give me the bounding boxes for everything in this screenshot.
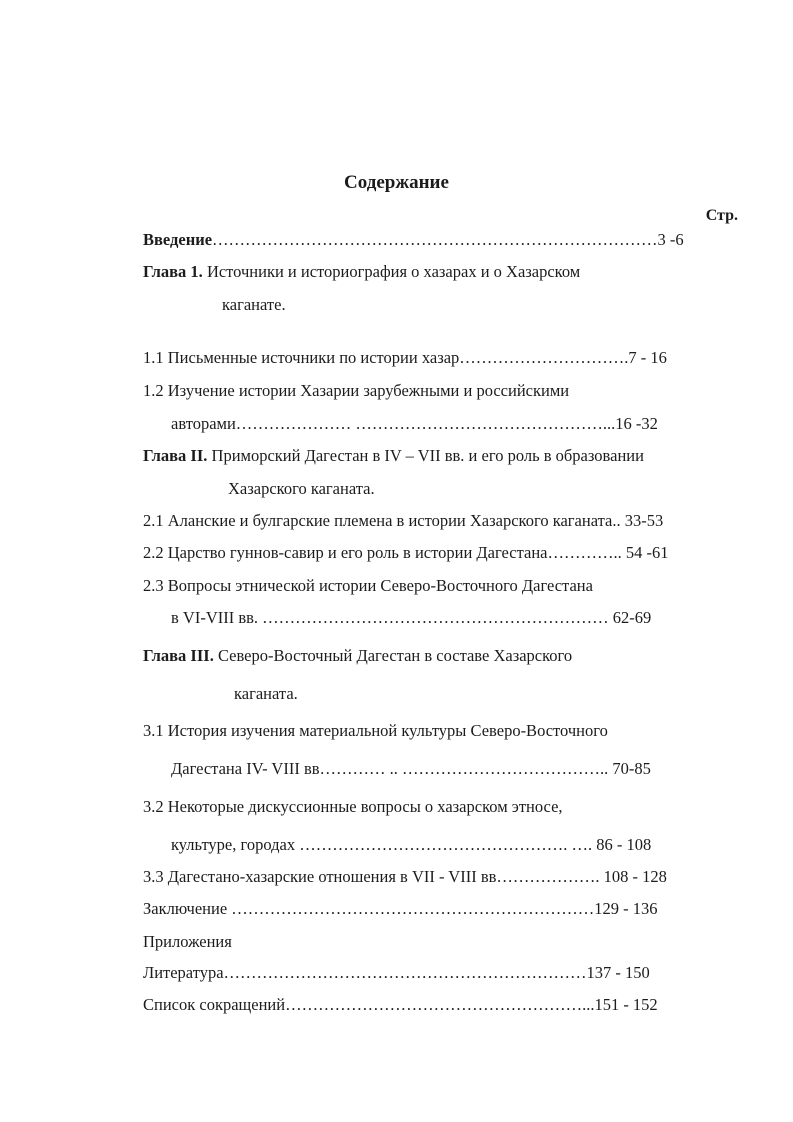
toc-chapter-1-cont: каганате. [222,295,286,314]
toc-entry-page: ………………………………………………………………………3 -6 [212,230,684,249]
toc-entry-3-3: 3.3 Дагестано-хазарские отношения в VII - VIII вв………………. 108 - 128 [143,867,667,886]
toc-entry-label: Введение [143,230,213,249]
toc-chapter-label: Глава II. [143,446,208,465]
toc-entry-literature: Литература…………………………………………………………137 - 150 [143,963,650,982]
toc-entry-2-3: 2.3 Вопросы этнической истории Северо-Восточного Дагестана [143,576,593,595]
toc-chapter-3 [143,646,572,666]
toc-chapter-2-cont: Хазарского каганата. [228,479,375,498]
page-column-header: Стр. [705,207,738,224]
toc-chapter-label: Глава III. [143,646,214,665]
toc-chapter-1 [143,262,580,282]
toc-chapter-title: Источники и историография о хазарах и о Хазарском [202,262,581,281]
toc-entry-3-2: 3.2 Некоторые дискуссионные вопросы о хазарском этносе, [143,797,563,816]
toc-chapter-2 [143,446,644,466]
toc-chapter-title: Северо-Восточный Дагестан в составе Хазарского [213,646,573,665]
toc-entry-1-1: 1.1 Письменные источники по истории хазар………………………….7 - 16 [143,348,667,367]
toc-entry-appendices: Приложения [143,932,232,951]
toc-entry-3-1-cont: Дагестана IV- VIII вв………… .. ……………………………….. 70-85 [171,759,651,778]
toc-chapter-3-cont: каганата. [234,684,298,703]
toc-entry-conclusion: Заключение …………………………………………………………129 - 136 [143,899,658,918]
toc-chapter-label: Глава 1. [143,262,203,281]
toc-title: Содержание [344,172,449,193]
toc-entry-1-2: 1.2 Изучение истории Хазарии зарубежными и российскими [143,381,570,400]
toc-entry-2-1: 2.1 Аланские и булгарские племена в истории Хазарского каганата.. 33-53 [143,511,664,530]
toc-chapter-title: Приморский Дагестан в IV – VII вв. и его роль в образовании [207,446,644,465]
toc-entry-3-1: 3.1 История изучения материальной культуры Северо-Восточного [143,721,608,740]
toc-entry-abbreviations: Список сокращений………………………………………………...151 - 152 [143,995,658,1014]
toc-entry-3-2-cont: культуре, городах …………………………………………. …. 86 - 108 [171,835,652,854]
toc-entry-2-3-cont: в VI-VIII вв. ……………………………………………………… 62-69 [171,608,652,627]
toc-entry-2-2: 2.2 Царство гуннов-савир и его роль в истории Дагестана………….. 54 -61 [143,543,669,562]
toc-entry-1-2-cont: авторами………………… ………………………………………...16 -32 [171,414,658,433]
toc-entry-introduction [143,230,684,250]
